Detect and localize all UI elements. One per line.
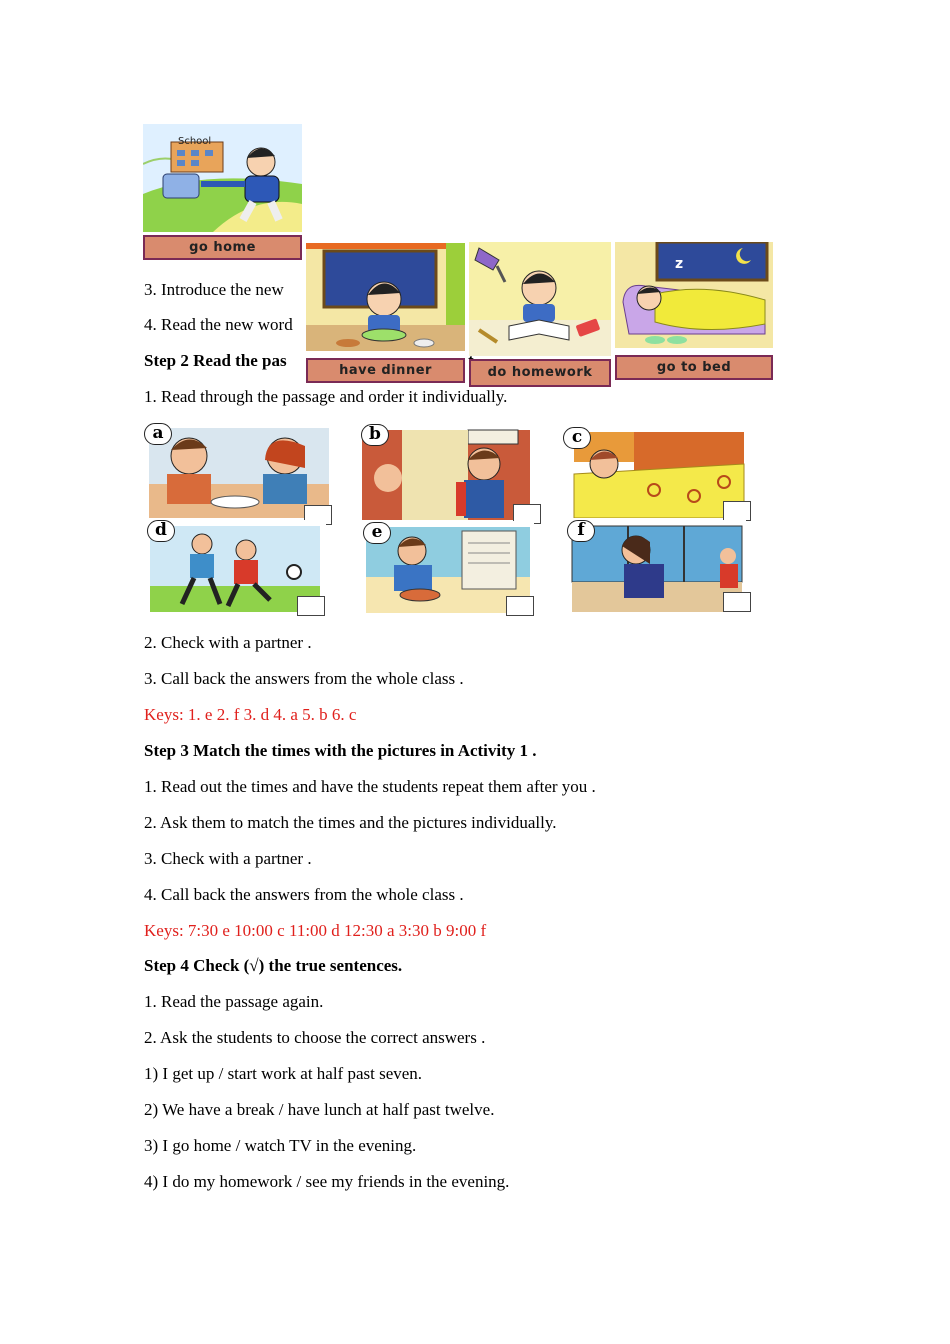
step3-item-1: 1. Read out the times and have the students repeat them after you . (144, 777, 596, 796)
step4-heading: Step 4 Check (√) the true sentences. (144, 956, 403, 975)
step2-heading: Step 2 Read the pas (144, 351, 287, 370)
step3-item-4: 4. Call back the answers from the whole class . (144, 885, 464, 904)
keys-times: Keys: 7:30 e 10:00 c 11:00 d 12:30 a 3:30 b 9:00 f (144, 921, 487, 940)
go-to-bed-label: go to bed (615, 355, 773, 380)
have-dinner-illustration (306, 243, 465, 351)
go-home-illustration (143, 124, 302, 232)
step4-item-2: 2. Ask the students to choose the correct answers . (144, 1028, 486, 1047)
step3-item-2: 2. Ask them to match the times and the pictures individually. (144, 813, 557, 832)
label-b: b (361, 424, 389, 446)
label-d: d (147, 520, 175, 542)
question-2: 2) We have a break / have lunch at half past twelve. (144, 1100, 495, 1119)
question-1: 1) I get up / start work at half past seven. (144, 1064, 423, 1083)
step3-item-3: 3. Check with a partner . (144, 849, 312, 868)
label-f: f (567, 520, 595, 542)
intro-new-words: 3. Introduce the new (144, 280, 284, 299)
step2-item-3: 3. Call back the answers from the whole class . (144, 669, 464, 688)
read-new-words: 4. Read the new word (144, 315, 293, 334)
go-to-bed-illustration (615, 242, 773, 348)
question-4: 4) I do my homework / see my friends in the evening. (144, 1172, 510, 1191)
label-a: a (144, 423, 172, 445)
do-homework-illustration (469, 242, 611, 356)
answer-box-f[interactable] (723, 592, 751, 612)
step2-item-2: 2. Check with a partner . (144, 633, 312, 652)
go-home-label: go home (143, 235, 302, 260)
answer-box-c[interactable] (723, 501, 751, 521)
step2-item-1: 1. Read through the passage and order it individually. (144, 387, 508, 406)
school-sign-text: School (178, 136, 212, 147)
label-c: c (563, 427, 591, 449)
svg-text:z: z (675, 256, 684, 272)
keys-order: Keys: 1. e 2. f 3. d 4. a 5. b 6. c (144, 705, 357, 724)
step3-heading: Step 3 Match the times with the pictures in Activity 1 . (144, 741, 537, 760)
answer-box-d[interactable] (297, 596, 325, 616)
label-e: e (363, 522, 391, 544)
step4-item-1: 1. Read the passage again. (144, 992, 324, 1011)
question-3: 3) I go home / watch TV in the evening. (144, 1136, 417, 1155)
have-dinner-label: have dinner (306, 358, 465, 383)
do-homework-label: do homework (469, 359, 611, 387)
answer-box-e[interactable] (506, 596, 534, 616)
